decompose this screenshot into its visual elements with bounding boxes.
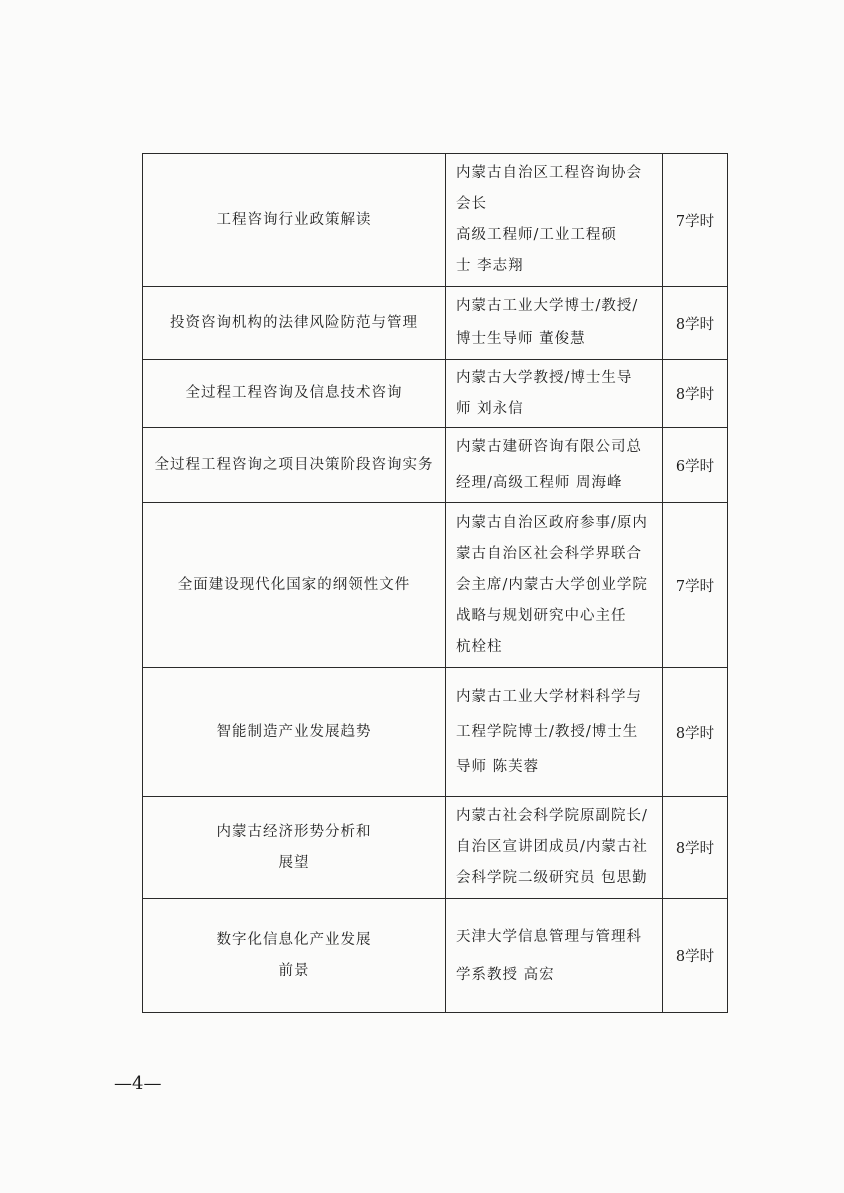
lecturer-info: 内蒙古工业大学博士/教授/ 博士生导师 董俊慧: [446, 287, 663, 360]
lecturer-info: 内蒙古社会科学院原副院长/ 自治区宣讲团成员/内蒙古社 会科学院二级研究员 包思勤: [446, 797, 663, 899]
course-hours: 6学时: [663, 428, 728, 503]
lecturer-info: 天津大学信息管理与管理科 学系教授 高宏: [446, 899, 663, 1013]
course-hours: 8学时: [663, 668, 728, 797]
table-row: [143, 668, 728, 797]
table-row: [143, 287, 728, 360]
lecturer-info: 内蒙古自治区政府参事/原内 蒙古自治区社会科学界联合 会主席/内蒙古大学创业学院 战略与规划研究中心主任 杭栓柱: [446, 503, 663, 668]
course-hours: 8学时: [663, 360, 728, 428]
lecturer-info: 内蒙古建研咨询有限公司总 经理/高级工程师 周海峰: [446, 428, 663, 503]
course-topic: 工程咨询行业政策解读: [143, 154, 446, 287]
lecturer-info: 内蒙古大学教授/博士生导 师 刘永信: [446, 360, 663, 428]
course-hours: 8学时: [663, 899, 728, 1013]
table-row: [143, 503, 728, 668]
lecturer-info: 内蒙古工业大学材料科学与 工程学院博士/教授/博士生 导师 陈芙蓉: [446, 668, 663, 797]
table-row: [143, 428, 728, 503]
course-topic: 数字化信息化产业发展 前景: [143, 899, 446, 1013]
table-row: [143, 797, 728, 899]
course-topic: 智能制造产业发展趋势: [143, 668, 446, 797]
table-row: [143, 899, 728, 1013]
page-number: —4—: [114, 1073, 162, 1094]
course-hours: 7学时: [663, 503, 728, 668]
table-row: [143, 360, 728, 428]
course-schedule-table: [142, 153, 728, 1013]
course-hours: 7学时: [663, 154, 728, 287]
course-topic: 内蒙古经济形势分析和 展望: [143, 797, 446, 899]
course-topic: 全过程工程咨询及信息技术咨询: [143, 360, 446, 428]
course-topic: 投资咨询机构的法律风险防范与管理: [143, 287, 446, 360]
table-row: [143, 154, 728, 287]
lecturer-info: 内蒙古自治区工程咨询协会 会长 高级工程师/工业工程硕 士 李志翔: [446, 154, 663, 287]
course-hours: 8学时: [663, 287, 728, 360]
course-hours: 8学时: [663, 797, 728, 899]
course-topic: 全面建设现代化国家的纲领性文件: [143, 503, 446, 668]
course-topic: 全过程工程咨询之项目决策阶段咨询实务: [143, 428, 446, 503]
